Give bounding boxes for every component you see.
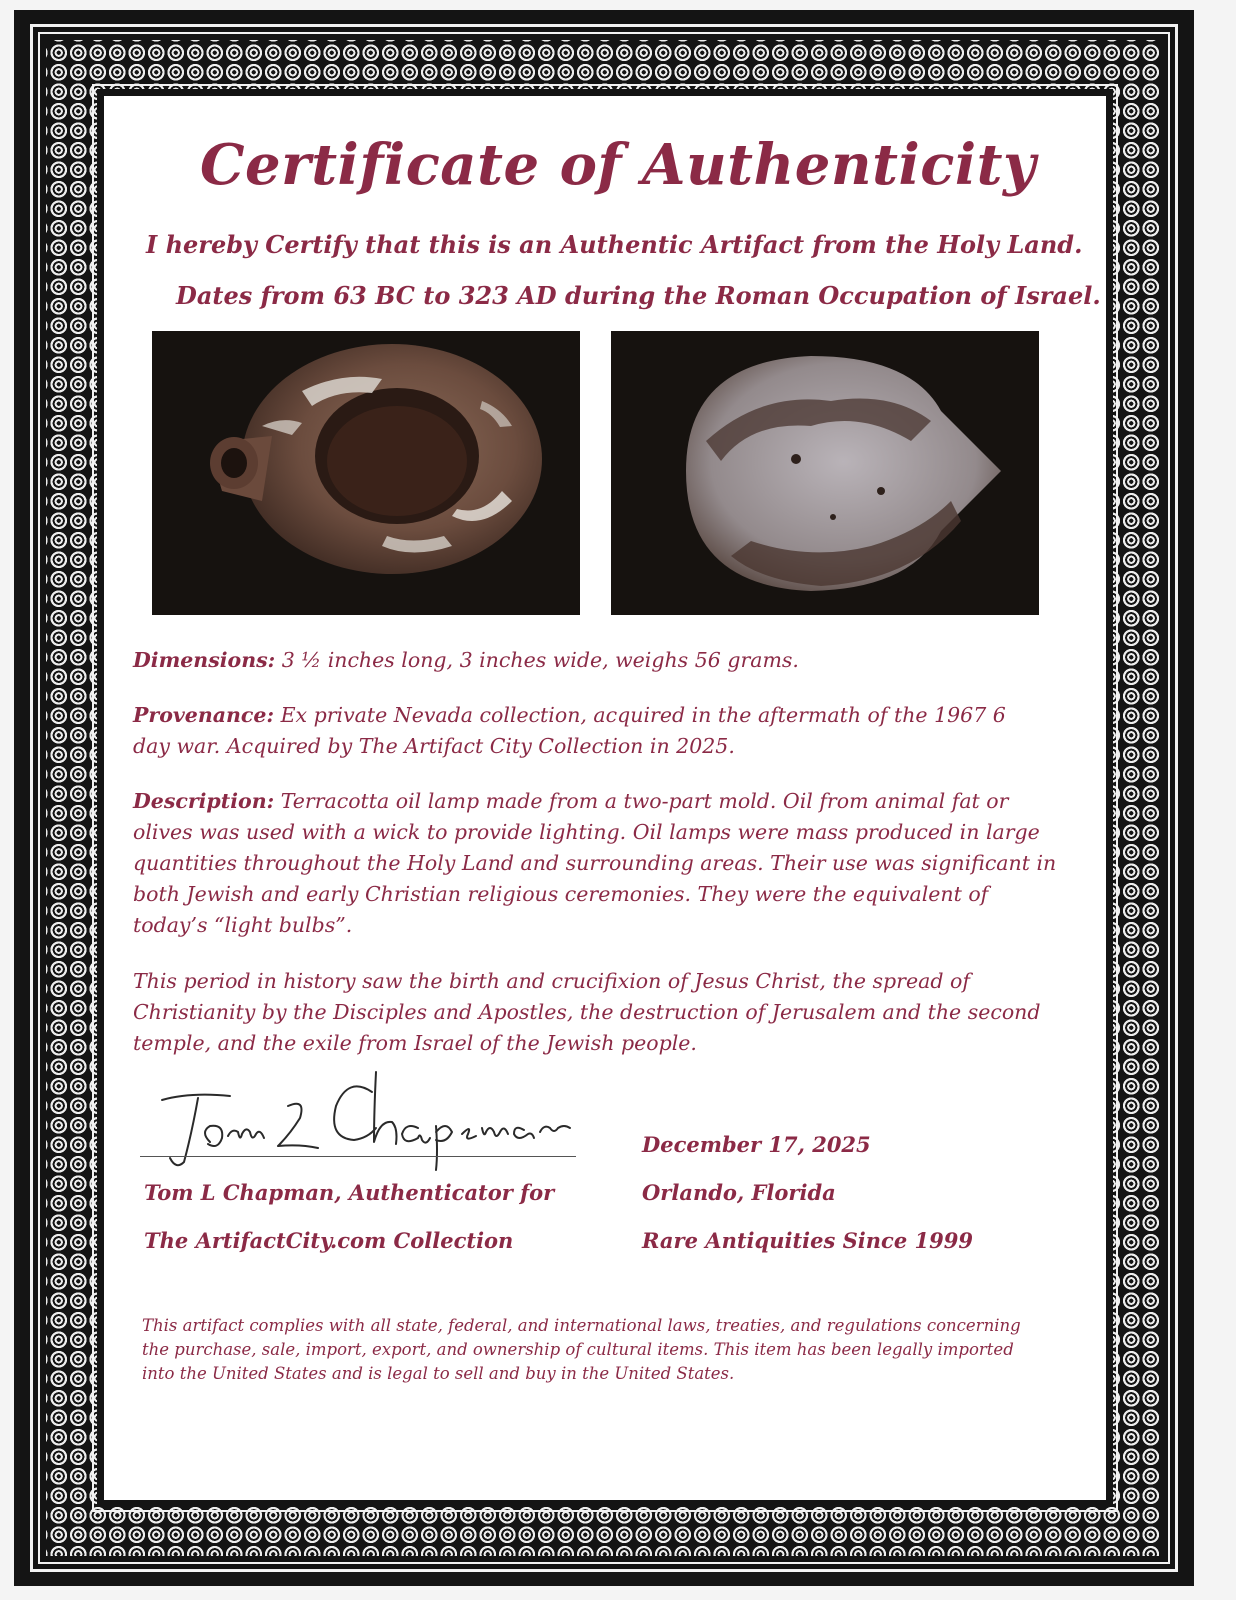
signature-line — [140, 1156, 576, 1157]
company-tagline: Rare Antiquities Since 1999 — [642, 1228, 973, 1253]
provenance-paragraph — [133, 700, 1033, 762]
legal-compliance-notice: This artifact complies with all state, federal, and international laws, treaties, and regulations concerning the purchase, sale, import, export, and ownership of cultural items. This item has been legally imported into the United States and is legal to sell and buy in the United States. — [142, 1316, 1021, 1383]
lamp-top-view-photo — [152, 331, 580, 615]
certification-statement: I hereby Certify that this is an Authentic Artifact from the Holy Land. — [146, 230, 1083, 259]
description-label: Description: — [133, 789, 275, 813]
certificate-title: Certificate of Authenticity — [199, 132, 1037, 198]
description-paragraph — [133, 786, 1068, 941]
history-paragraph: This period in history saw the birth and crucifixion of Jesus Christ, the spread of Christianity by the Disciples and Apostles, the destruction of Jerusalem and the second temple, and the exile from Israel of the Jewish people. — [133, 969, 1041, 1055]
description-text: Terracotta oil lamp made from a two-part mold. Oil from animal fat or olives was used with a wick to provide lighting. Oil lamps were mass produced in large quantities throughout the Holy Land and surrounding areas. Their use was significant in both Jewish and early Christian religious ceremonies. They were the equivalent of today’s “light bulbs”. — [133, 789, 1057, 937]
lamp-bottom-view-photo — [611, 331, 1039, 615]
provenance-label: Provenance: — [133, 703, 275, 727]
certificate-location: Orlando, Florida — [642, 1180, 836, 1205]
provenance-text: Ex private Nevada collection, acquired in the aftermath of the 1967 6 day war. Acquired by The Artifact City Collection in 2025. — [133, 703, 1006, 758]
date-range-statement: Dates from 63 BC to 323 AD during the Roman Occupation of Israel. — [176, 281, 1101, 310]
dimensions-text: 3 ½ inches long, 3 inches wide, weighs 56 grams. — [281, 648, 799, 672]
collection-name: The ArtifactCity.com Collection — [144, 1228, 514, 1253]
certificate-date: December 17, 2025 — [642, 1132, 871, 1157]
dimensions-paragraph — [133, 645, 1073, 676]
dimensions-label: Dimensions: — [133, 648, 276, 672]
authenticator-name: Tom L Chapman, Authenticator for — [144, 1180, 555, 1205]
